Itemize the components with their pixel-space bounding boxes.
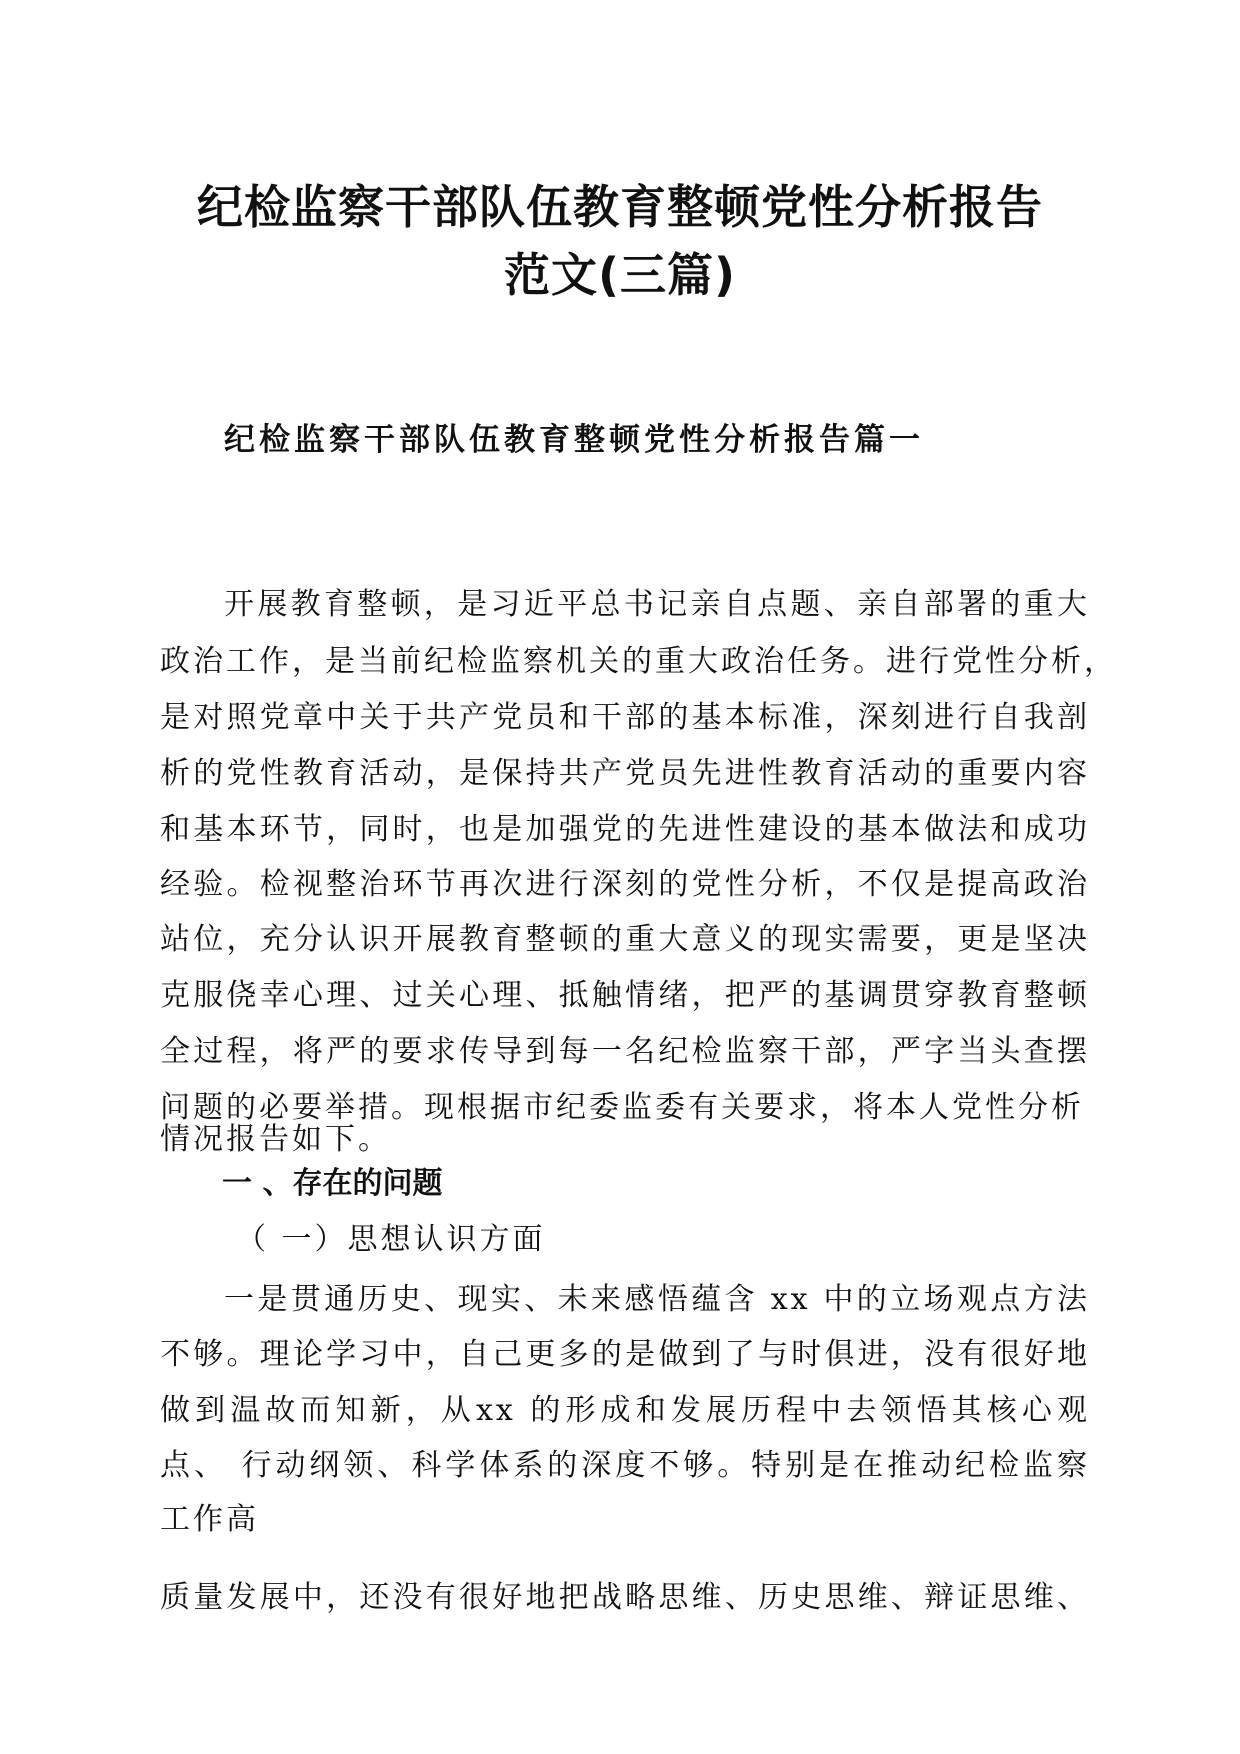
paragraph-line: 和基本环节，同时，也是加强党的先进性建设的基本做法和成功 xyxy=(160,812,1090,847)
document-title-line-1: 纪检监察干部队伍教育整顿党性分析报告 xyxy=(197,180,1043,234)
paragraph-line: 问题的必要举措。现根据市纪委监委有关要求，将本人党性分析 xyxy=(160,1090,1084,1125)
paragraph-line: 是对照党章中关于共产党员和干部的基本标准，深刻进行自我剖 xyxy=(160,700,1090,735)
paragraph-line: 工作高 xyxy=(160,1502,259,1537)
paragraph-line: 不够。理论学习中，自己更多的是做到了与时俱进，没有很好地 xyxy=(160,1337,1090,1372)
paragraph-line: 一是贯通历史、现实、未来感悟蕴含 xx 中的立场观点方法 xyxy=(224,1282,1090,1317)
paragraph-line: 质量发展中，还没有很好地把战略思维、历史思维、辩证思维、 xyxy=(160,1580,1090,1615)
paragraph-line: 点、 行动纲领、科学体系的深度不够。特别是在推动纪检监察 xyxy=(160,1448,1090,1483)
document-title-line-2: 范文(三篇) xyxy=(503,248,737,302)
paragraph-line: 全过程，将严的要求传导到每一名纪检监察干部，严字当头查摆 xyxy=(160,1034,1090,1069)
paragraph-line: 做到温故而知新，从xx 的形成和发展历程中去领悟其核心观 xyxy=(160,1393,1090,1428)
paragraph-line: 析的党性教育活动，是保持共产党员先进性教育活动的重要内容 xyxy=(160,756,1090,791)
subsection-heading: （ 一）思想认识方面 xyxy=(236,1222,546,1257)
paragraph-line: 政治工作，是当前纪检监察机关的重大政治任务。进行党性分析， xyxy=(160,644,1117,679)
paragraph-line: 情况报告如下。 xyxy=(160,1122,391,1157)
paragraph-line: 克服侥幸心理、过关心理、抵触情绪，把严的基调贯穿教育整顿 xyxy=(160,978,1090,1013)
paragraph-line: 经验。检视整治环节再次进行深刻的党性分析，不仅是提高政治 xyxy=(160,867,1090,902)
paragraph-line: 开展教育整顿，是习近平总书记亲自点题、亲自部署的重大 xyxy=(224,587,1090,622)
paragraph-line: 站位，充分认识开展教育整顿的重大意义的现实需要，更是坚决 xyxy=(160,922,1090,957)
section-heading: 一 、存在的问题 xyxy=(222,1166,443,1201)
section-subtitle: 纪检监察干部队伍教育整顿党性分析报告篇一 xyxy=(224,422,924,458)
